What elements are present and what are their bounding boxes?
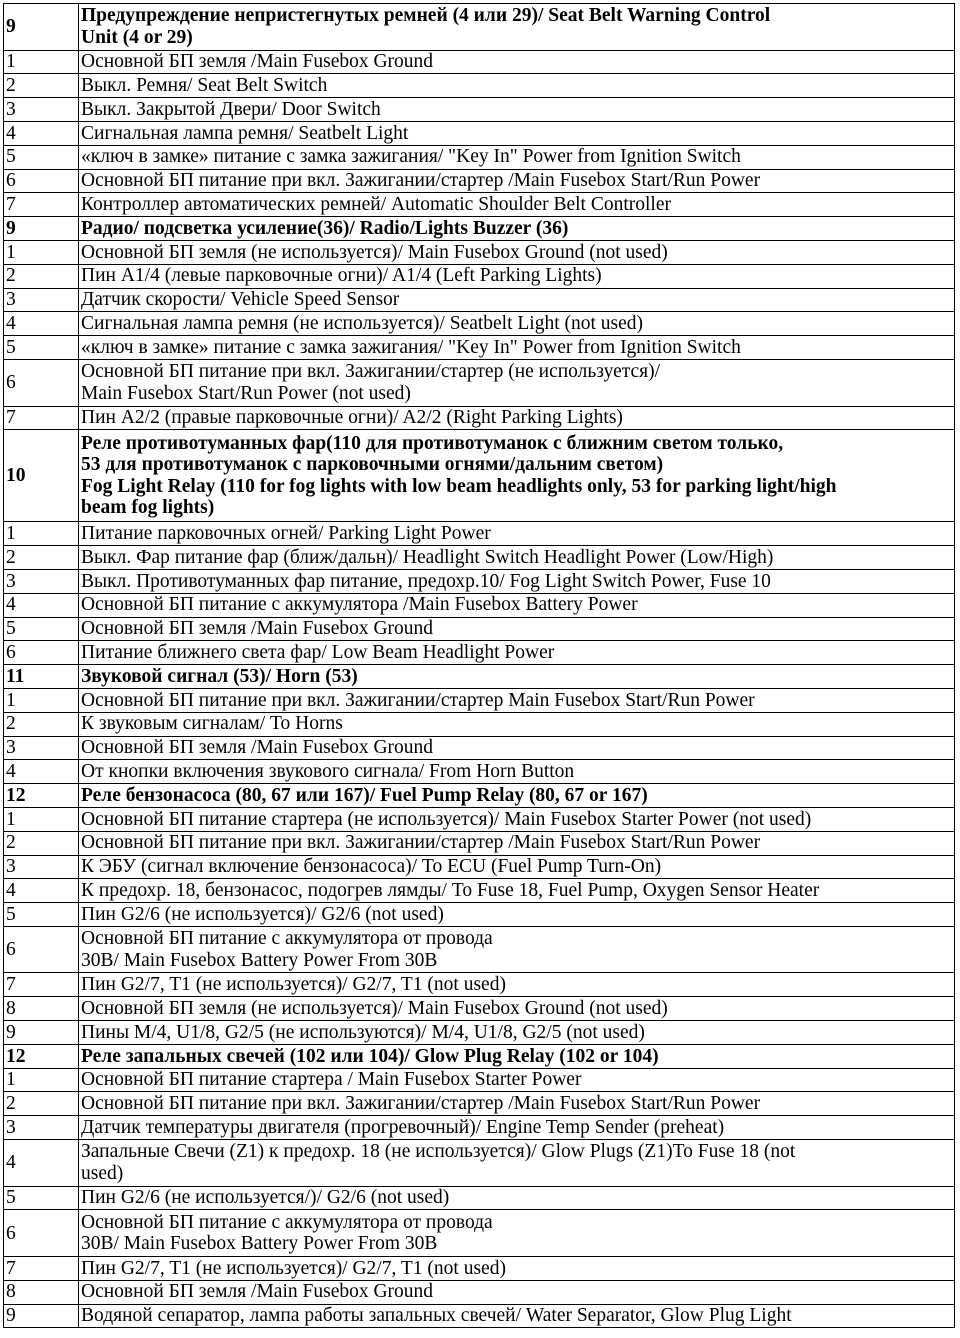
section-title: Звуковой сигнал (53)/ Horn (53): [79, 665, 955, 689]
pin-number: 4: [4, 121, 79, 145]
pin-number: 6: [4, 359, 79, 406]
section-title: Реле запальных свечей (102 или 104)/ Glow Plug Relay (102 or 104): [79, 1044, 955, 1068]
pin-description: Основной БП питание при вкл. Зажигании/стартер (не используется)/ Main Fusebox Start/Run Power (not used): [79, 359, 955, 406]
section-header-row: [4, 4, 955, 51]
pin-row: [4, 760, 955, 784]
pin-description: Выкл. Закрытой Двери/ Door Switch: [79, 98, 955, 122]
pin-row: [4, 288, 955, 312]
pin-description: Основной БП питание с аккумулятора от провода 30B/ Main Fusebox Battery Power From 30B: [79, 1210, 955, 1257]
section-number: 9: [4, 4, 79, 51]
pin-description: Пины M/4, U1/8, G2/5 (не используются)/ M/4, U1/8, G2/5 (not used): [79, 1021, 955, 1045]
pin-description: Датчик скорости/ Vehicle Speed Sensor: [79, 288, 955, 312]
pin-description: Выкл. Ремня/ Seat Belt Switch: [79, 74, 955, 98]
section-header-row: [4, 217, 955, 241]
pin-description: Основной БП питание стартера (не используется)/ Main Fusebox Starter Power (not used): [79, 807, 955, 831]
pin-description: Пин G2/6 (не используется)/ G2/6 (not used): [79, 903, 955, 927]
pin-number: 5: [4, 617, 79, 641]
section-number: 12: [4, 1044, 79, 1068]
pin-description: Основной БП питание при вкл. Зажигании/стартер /Main Fusebox Start/Run Power: [79, 169, 955, 193]
pin-number: 3: [4, 736, 79, 760]
pin-number: 2: [4, 831, 79, 855]
pin-row: [4, 903, 955, 927]
pin-description: Основной БП земля /Main Fusebox Ground: [79, 736, 955, 760]
pin-description: К звуковым сигналам/ To Horns: [79, 712, 955, 736]
pin-row: [4, 522, 955, 546]
pin-description: Выкл. Фар питание фар (ближ/дальн)/ Headlight Switch Headlight Power (Low/High): [79, 546, 955, 570]
pin-description: Основной БП земля (не используется)/ Main Fusebox Ground (not used): [79, 997, 955, 1021]
pin-row: [4, 641, 955, 665]
section-title: Радио/ подсветка усиление(36)/ Radio/Lights Buzzer (36): [79, 217, 955, 241]
pin-number: 3: [4, 855, 79, 879]
pin-description: Основной БП питание при вкл. Зажигании/стартер /Main Fusebox Start/Run Power: [79, 1092, 955, 1116]
section-number: 12: [4, 784, 79, 808]
pin-row: [4, 926, 955, 973]
pin-row: [4, 1186, 955, 1210]
pin-number: 1: [4, 240, 79, 264]
pin-number: 5: [4, 336, 79, 360]
pin-number: 3: [4, 569, 79, 593]
pin-number: 5: [4, 145, 79, 169]
section-header-row: [4, 784, 955, 808]
pin-row: [4, 121, 955, 145]
pin-row: [4, 855, 955, 879]
pin-number: 5: [4, 903, 79, 927]
pin-number: 4: [4, 593, 79, 617]
pin-description: Сигнальная лампа ремня/ Seatbelt Light: [79, 121, 955, 145]
pin-description: Основной БП питание при вкл. Зажигании/стартер /Main Fusebox Start/Run Power: [79, 831, 955, 855]
pin-row: [4, 1092, 955, 1116]
pin-description: Пин A1/4 (левые парковочные огни)/ A1/4 (Left Parking Lights): [79, 264, 955, 288]
pin-number: 4: [4, 760, 79, 784]
pin-row: [4, 145, 955, 169]
pin-number: 7: [4, 1257, 79, 1281]
pin-number: 6: [4, 1210, 79, 1257]
pin-number: 7: [4, 973, 79, 997]
section-number: 9: [4, 217, 79, 241]
pin-description: Основной БП питание стартера / Main Fusebox Starter Power: [79, 1068, 955, 1092]
pin-description: Запальные Свечи (Z1) к предохр. 18 (не используется)/ Glow Plugs (Z1)To Fuse 18 (not used): [79, 1140, 955, 1187]
pin-number: 1: [4, 807, 79, 831]
pin-number: 8: [4, 1280, 79, 1304]
pin-row: [4, 973, 955, 997]
section-number: 10: [4, 430, 79, 522]
pin-description: Водяной сепаратор, лампа работы запальных свечей/ Water Separator, Glow Plug Light: [79, 1304, 955, 1328]
pin-description: Основной БП земля (не используется)/ Main Fusebox Ground (not used): [79, 240, 955, 264]
pin-row: [4, 336, 955, 360]
pin-row: [4, 169, 955, 193]
pin-number: 1: [4, 688, 79, 712]
pin-number: 2: [4, 1092, 79, 1116]
pin-description: Выкл. Противотуманных фар питание, предохр.10/ Fog Light Switch Power, Fuse 10: [79, 569, 955, 593]
pin-number: 3: [4, 288, 79, 312]
pin-row: [4, 193, 955, 217]
pin-number: 4: [4, 879, 79, 903]
pin-number: 6: [4, 926, 79, 973]
pin-description: Основной БП питание с аккумулятора /Main Fusebox Battery Power: [79, 593, 955, 617]
pin-description: Питание парковочных огней/ Parking Light Power: [79, 522, 955, 546]
pin-description: Пин G2/7, T1 (не используется)/ G2/7, T1 (not used): [79, 1257, 955, 1281]
pin-description: Основной БП земля /Main Fusebox Ground: [79, 1280, 955, 1304]
pin-row: [4, 736, 955, 760]
pin-row: [4, 617, 955, 641]
pin-description: Пин G2/7, T1 (не используется)/ G2/7, T1 (not used): [79, 973, 955, 997]
pin-description: К ЭБУ (сигнал включение бензонасоса)/ To ECU (Fuel Pump Turn-On): [79, 855, 955, 879]
pin-row: [4, 74, 955, 98]
pin-row: [4, 831, 955, 855]
pin-row: [4, 240, 955, 264]
pin-description: Пин A2/2 (правые парковочные огни)/ A2/2 (Right Parking Lights): [79, 406, 955, 430]
pin-number: 8: [4, 997, 79, 1021]
pin-description: Питание ближнего света фар/ Low Beam Headlight Power: [79, 641, 955, 665]
pin-number: 9: [4, 1021, 79, 1045]
pin-description: От кнопки включения звукового сигнала/ From Horn Button: [79, 760, 955, 784]
pin-row: [4, 593, 955, 617]
pin-number: 2: [4, 712, 79, 736]
pin-row: [4, 688, 955, 712]
pin-row: [4, 807, 955, 831]
pin-row: [4, 406, 955, 430]
pin-description: Основной БП земля /Main Fusebox Ground: [79, 617, 955, 641]
pin-number: 2: [4, 546, 79, 570]
pin-row: [4, 98, 955, 122]
pin-description: Пин G2/6 (не используется/)/ G2/6 (not used): [79, 1186, 955, 1210]
pin-number: 3: [4, 98, 79, 122]
pin-row: [4, 1068, 955, 1092]
pin-row: [4, 1140, 955, 1187]
pin-row: [4, 312, 955, 336]
section-number: 11: [4, 665, 79, 689]
pin-row: [4, 1021, 955, 1045]
pin-number: 2: [4, 264, 79, 288]
pin-number: 7: [4, 193, 79, 217]
section-title: Реле противотуманных фар(110 для противотуманок с ближним светом только, 53 для противотуманок с парковочными огнями/дальним светом) Fog Light Relay (110 for fog lights with low beam headlights only, 53 for parking light/high beam fog lights): [79, 430, 955, 522]
pin-number: 2: [4, 74, 79, 98]
section-header-row: [4, 1044, 955, 1068]
section-title: Реле бензонасоса (80, 67 или 167)/ Fuel Pump Relay (80, 67 or 167): [79, 784, 955, 808]
pin-row: [4, 1257, 955, 1281]
pin-number: 3: [4, 1116, 79, 1140]
pin-number: 6: [4, 169, 79, 193]
pin-description: Основной БП земля /Main Fusebox Ground: [79, 50, 955, 74]
pin-number: 4: [4, 312, 79, 336]
pin-row: [4, 1280, 955, 1304]
pin-row: [4, 50, 955, 74]
pin-description: Основной БП питание при вкл. Зажигании/стартер Main Fusebox Start/Run Power: [79, 688, 955, 712]
pin-number: 7: [4, 406, 79, 430]
pin-row: [4, 264, 955, 288]
pin-row: [4, 1116, 955, 1140]
pin-row: [4, 997, 955, 1021]
pin-row: [4, 879, 955, 903]
section-title: Предупреждение непристегнутых ремней (4 или 29)/ Seat Belt Warning Control Unit (4 or 29): [79, 4, 955, 51]
pin-description: Контроллер автоматических ремней/ Automatic Shoulder Belt Controller: [79, 193, 955, 217]
pin-number: 1: [4, 50, 79, 74]
pin-row: [4, 712, 955, 736]
section-header-row: [4, 665, 955, 689]
pin-number: 9: [4, 1304, 79, 1328]
pin-number: 1: [4, 1068, 79, 1092]
pin-description: «ключ в замке» питание с замка зажигания/ "Key In" Power from Ignition Switch: [79, 336, 955, 360]
pin-description: К предохр. 18, бензонасос, подогрев лямды/ To Fuse 18, Fuel Pump, Oxygen Sensor Heater: [79, 879, 955, 903]
pin-number: 4: [4, 1140, 79, 1187]
pin-description: Основной БП питание с аккумулятора от провода 30B/ Main Fusebox Battery Power From 30B: [79, 926, 955, 973]
pin-row: [4, 1304, 955, 1328]
pin-description: Сигнальная лампа ремня (не используется)/ Seatbelt Light (not used): [79, 312, 955, 336]
pin-row: [4, 546, 955, 570]
relay-pinout-table: [3, 3, 955, 1328]
pin-row: [4, 1210, 955, 1257]
pin-description: «ключ в замке» питание с замка зажигания/ "Key In" Power from Ignition Switch: [79, 145, 955, 169]
pin-description: Датчик температуры двигателя (прогревочный)/ Engine Temp Sender (preheat): [79, 1116, 955, 1140]
pin-number: 5: [4, 1186, 79, 1210]
pin-row: [4, 569, 955, 593]
pin-number: 1: [4, 522, 79, 546]
section-header-row: [4, 430, 955, 522]
pin-row: [4, 359, 955, 406]
table-body: [4, 4, 955, 1328]
pin-number: 6: [4, 641, 79, 665]
